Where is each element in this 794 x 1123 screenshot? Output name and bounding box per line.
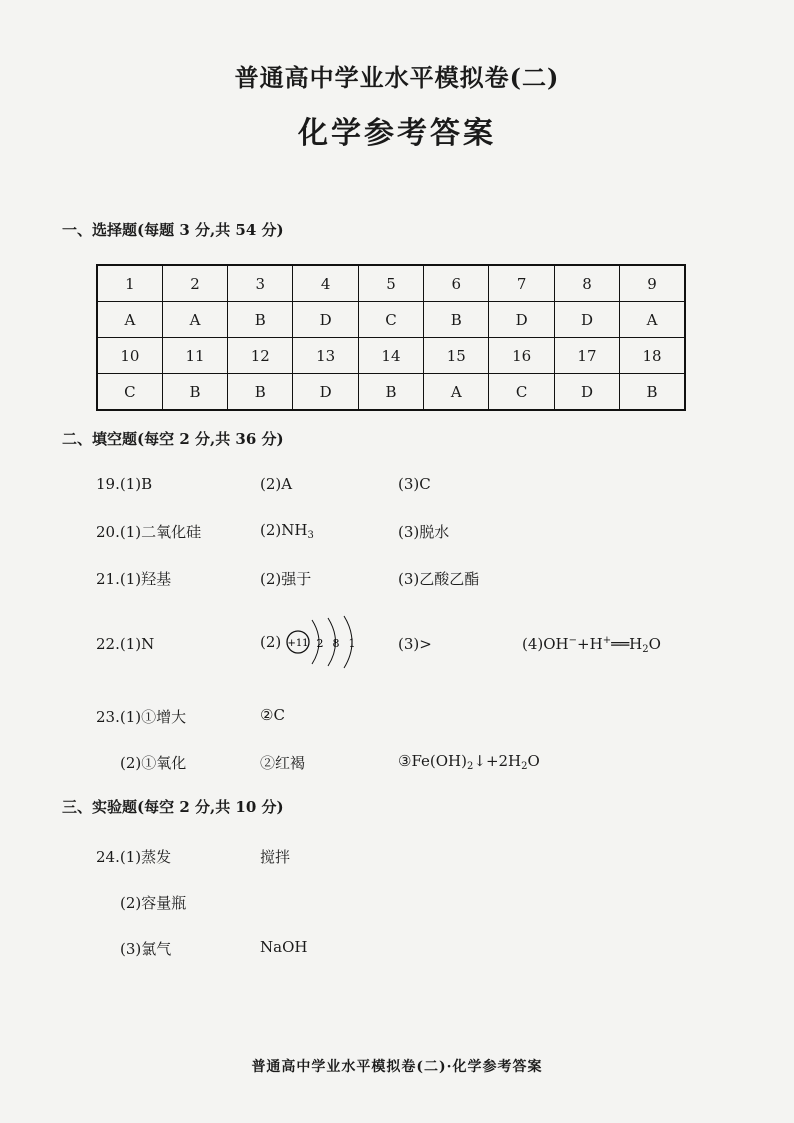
q20-part2 bbox=[260, 521, 314, 541]
shell-electrons-2: 8 bbox=[332, 637, 340, 650]
table-cell: B bbox=[620, 374, 685, 411]
table-cell: 17 bbox=[554, 338, 619, 374]
page-title: 普通高中学业水平模拟卷(二) bbox=[234, 63, 560, 92]
section-heading-choice: 一、选择题(每题 3 分,共 54 分) bbox=[62, 221, 284, 239]
q22-part4-sup1: − bbox=[568, 635, 578, 646]
q21-part1: 21.(1)羟基 bbox=[96, 570, 172, 588]
q23-part2-3-text1: ③Fe(OH) bbox=[398, 752, 467, 770]
table-cell: 13 bbox=[293, 338, 358, 374]
q20-part2-text: (2)NH bbox=[260, 521, 308, 539]
nucleus-charge: +11 bbox=[287, 638, 309, 649]
q23-part1-1: 23.(1)①增大 bbox=[96, 708, 187, 726]
table-cell: 3 bbox=[228, 265, 293, 302]
q22-part2 bbox=[260, 612, 378, 672]
q23-part2-3-sub1: 2 bbox=[467, 761, 474, 772]
q23-part2-3-text3: O bbox=[527, 752, 540, 770]
table-cell: 16 bbox=[489, 338, 554, 374]
table-row-answers bbox=[97, 374, 685, 411]
q22-part4-equals: ══ bbox=[611, 635, 630, 653]
q19-part1: 19.(1)B bbox=[96, 475, 153, 493]
q24-part3-1: (3)氯气 bbox=[120, 940, 172, 958]
table-cell: 10 bbox=[97, 338, 162, 374]
q23-part1-2: ②C bbox=[260, 706, 285, 724]
table-cell: 12 bbox=[228, 338, 293, 374]
q22-part4-sup2: + bbox=[602, 635, 612, 646]
table-cell: B bbox=[228, 374, 293, 411]
table-cell: A bbox=[620, 302, 685, 338]
q22-part4 bbox=[522, 635, 661, 655]
table-cell: B bbox=[424, 302, 489, 338]
q22-part4-text1: (4)OH bbox=[522, 635, 569, 653]
table-cell: D bbox=[293, 302, 358, 338]
q19-part2: (2)A bbox=[260, 475, 293, 493]
q22-part4-text2: +H bbox=[577, 635, 603, 653]
table-cell: B bbox=[162, 374, 227, 411]
q24-part3-2: NaOH bbox=[260, 938, 308, 956]
sodium-atom-structure-diagram bbox=[286, 612, 378, 672]
q24-part2: (2)容量瓶 bbox=[120, 894, 187, 912]
table-cell: 8 bbox=[554, 265, 619, 302]
table-cell: A bbox=[424, 374, 489, 411]
table-cell: 11 bbox=[162, 338, 227, 374]
table-cell: D bbox=[554, 374, 619, 411]
page-footer: 普通高中学业水平模拟卷(二)·化学参考答案 bbox=[251, 1059, 543, 1075]
table-cell: C bbox=[489, 374, 554, 411]
q24-part1-2: 搅拌 bbox=[260, 848, 291, 866]
q20-part3: (3)脱水 bbox=[398, 523, 450, 541]
table-cell: 1 bbox=[97, 265, 162, 302]
table-cell: D bbox=[293, 374, 358, 411]
section-heading-fill: 二、填空题(每空 2 分,共 36 分) bbox=[62, 430, 284, 448]
q21-part3: (3)乙酸乙酯 bbox=[398, 570, 480, 588]
table-cell: 9 bbox=[620, 265, 685, 302]
table-cell: 5 bbox=[358, 265, 423, 302]
table-cell: 6 bbox=[424, 265, 489, 302]
q24-part1-1: 24.(1)蒸发 bbox=[96, 848, 172, 866]
table-cell: A bbox=[162, 302, 227, 338]
table-cell: B bbox=[358, 374, 423, 411]
shell-electrons-3: 1 bbox=[348, 637, 356, 650]
q23-part2-3-text2: ↓+2H bbox=[473, 752, 522, 770]
table-cell: 7 bbox=[489, 265, 554, 302]
q20-part1: 20.(1)二氧化硅 bbox=[96, 523, 202, 541]
table-cell: C bbox=[358, 302, 423, 338]
table-cell: 18 bbox=[620, 338, 685, 374]
table-cell: 2 bbox=[162, 265, 227, 302]
table-row-question-numbers bbox=[97, 265, 685, 302]
q22-part4-sub: 2 bbox=[642, 644, 649, 655]
q22-part2-label: (2) bbox=[260, 633, 282, 651]
q22-part1: 22.(1)N bbox=[96, 635, 155, 653]
q23-part2-3 bbox=[398, 752, 540, 772]
table-cell: D bbox=[489, 302, 554, 338]
table-cell: B bbox=[228, 302, 293, 338]
q23-part2-1: (2)①氧化 bbox=[120, 754, 187, 772]
shell-electrons-1: 2 bbox=[316, 637, 324, 650]
answer-table bbox=[96, 264, 686, 411]
table-cell: D bbox=[554, 302, 619, 338]
table-cell: 14 bbox=[358, 338, 423, 374]
q20-part2-sub: 3 bbox=[307, 530, 314, 541]
page-subtitle: 化学参考答案 bbox=[298, 116, 496, 151]
q23-part2-3-sub2: 2 bbox=[521, 761, 528, 772]
table-cell: 4 bbox=[293, 265, 358, 302]
q22-part4-text3: H bbox=[629, 635, 643, 653]
table-row-answers bbox=[97, 302, 685, 338]
q23-part2-2: ②红褐 bbox=[260, 754, 306, 772]
section-heading-experiment: 三、实验题(每空 2 分,共 10 分) bbox=[62, 798, 284, 816]
q22-part3: (3)> bbox=[398, 635, 432, 653]
table-cell: A bbox=[97, 302, 162, 338]
q21-part2: (2)强于 bbox=[260, 570, 312, 588]
table-cell: 15 bbox=[424, 338, 489, 374]
q22-part4-text4: O bbox=[648, 635, 661, 653]
q19-part3: (3)C bbox=[398, 475, 431, 493]
table-row-question-numbers bbox=[97, 338, 685, 374]
table-cell: C bbox=[97, 374, 162, 411]
